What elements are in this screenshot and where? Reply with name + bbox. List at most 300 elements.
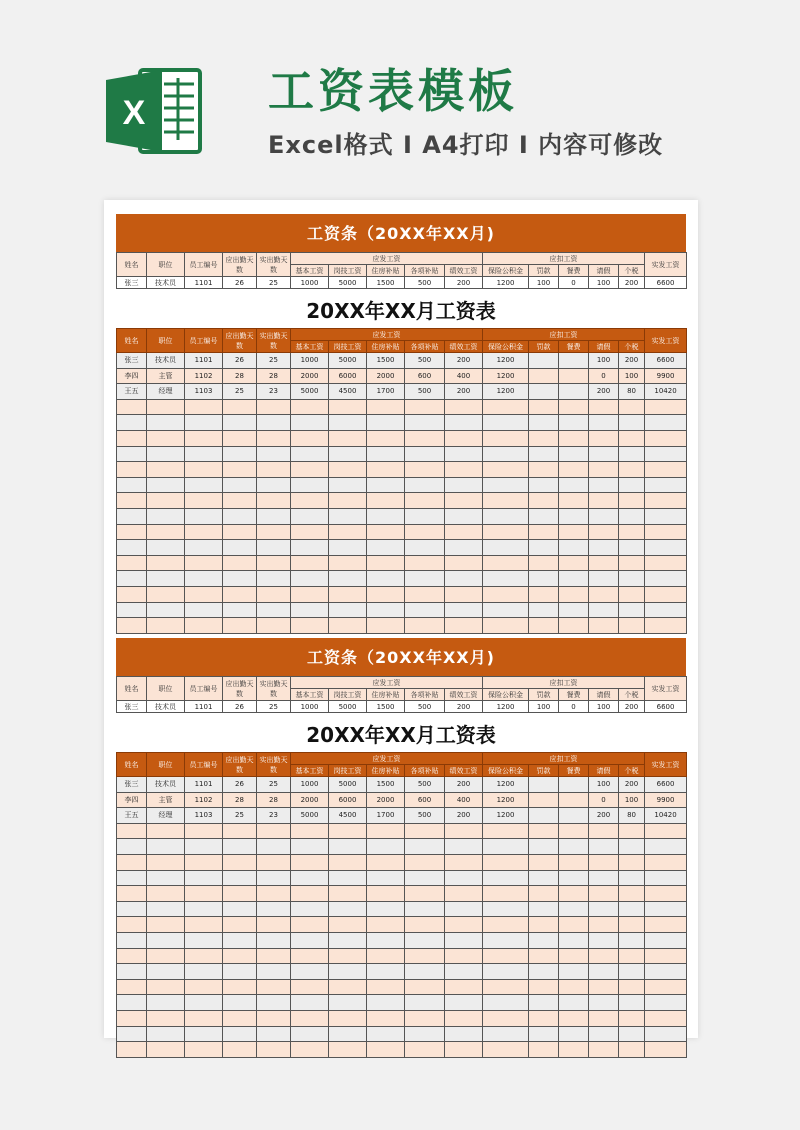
table-cell[interactable]: 5000 — [291, 384, 329, 400]
table-cell[interactable] — [291, 979, 329, 995]
table-cell[interactable] — [367, 1026, 405, 1042]
table-cell[interactable] — [529, 917, 559, 933]
table-cell[interactable] — [329, 823, 367, 839]
table-cell[interactable] — [445, 964, 483, 980]
table-cell[interactable]: 80 — [619, 384, 645, 400]
table-cell[interactable]: 1700 — [367, 808, 405, 824]
table-cell[interactable]: 1200 — [483, 777, 529, 793]
table-cell[interactable]: 2000 — [291, 792, 329, 808]
table-cell[interactable] — [445, 524, 483, 540]
table-cell[interactable] — [257, 508, 291, 524]
table-cell[interactable] — [529, 901, 559, 917]
table-cell[interactable] — [329, 964, 367, 980]
table-cell[interactable] — [483, 854, 529, 870]
table-cell[interactable] — [223, 886, 257, 902]
table-cell[interactable] — [559, 618, 589, 634]
table-cell[interactable] — [619, 586, 645, 602]
table-cell[interactable]: 0 — [589, 368, 619, 384]
table-cell[interactable] — [367, 540, 405, 556]
table-cell[interactable] — [619, 979, 645, 995]
table-cell[interactable] — [257, 870, 291, 886]
table-cell[interactable] — [147, 917, 185, 933]
table-cell[interactable] — [117, 586, 147, 602]
table-cell[interactable] — [529, 571, 559, 587]
table-cell[interactable] — [185, 399, 223, 415]
table-cell[interactable]: 200 — [589, 384, 619, 400]
table-cell[interactable] — [223, 854, 257, 870]
table-cell[interactable] — [483, 508, 529, 524]
table-cell[interactable]: 技术员 — [147, 353, 185, 369]
table-cell[interactable] — [185, 586, 223, 602]
table-cell[interactable] — [619, 477, 645, 493]
table-cell[interactable] — [559, 1010, 589, 1026]
table-cell[interactable] — [367, 446, 405, 462]
table-cell[interactable] — [367, 524, 405, 540]
table-cell[interactable] — [445, 555, 483, 571]
table-cell[interactable] — [291, 886, 329, 902]
table-cell[interactable]: 6600 — [645, 277, 687, 289]
table-cell[interactable]: 10420 — [645, 808, 687, 824]
table-cell[interactable] — [445, 1026, 483, 1042]
table-cell[interactable] — [589, 995, 619, 1011]
table-cell[interactable] — [117, 508, 147, 524]
table-cell[interactable] — [445, 508, 483, 524]
table-cell[interactable]: 23 — [257, 808, 291, 824]
table-cell[interactable] — [445, 1010, 483, 1026]
table-cell[interactable] — [589, 964, 619, 980]
table-cell[interactable]: 26 — [223, 701, 257, 713]
table-cell[interactable] — [367, 555, 405, 571]
table-cell[interactable] — [445, 901, 483, 917]
table-cell[interactable]: 28 — [257, 792, 291, 808]
table-cell[interactable] — [589, 1026, 619, 1042]
table-cell[interactable] — [645, 854, 687, 870]
table-cell[interactable] — [405, 540, 445, 556]
table-cell[interactable]: 200 — [445, 808, 483, 824]
table-cell[interactable] — [185, 917, 223, 933]
table-cell[interactable] — [329, 886, 367, 902]
table-cell[interactable] — [405, 571, 445, 587]
table-cell[interactable] — [329, 586, 367, 602]
table-cell[interactable] — [589, 839, 619, 855]
table-cell[interactable] — [619, 1026, 645, 1042]
table-cell[interactable] — [185, 540, 223, 556]
table-cell[interactable]: 6000 — [329, 792, 367, 808]
table-cell[interactable]: 500 — [405, 701, 445, 713]
table-cell[interactable]: 李四 — [117, 792, 147, 808]
table-cell[interactable] — [257, 399, 291, 415]
table-cell[interactable] — [645, 540, 687, 556]
table-cell[interactable] — [645, 430, 687, 446]
table-cell[interactable] — [291, 399, 329, 415]
table-cell[interactable]: 1101 — [185, 701, 223, 713]
table-cell[interactable]: 9900 — [645, 368, 687, 384]
table-cell[interactable]: 张三 — [117, 277, 147, 289]
table-cell[interactable] — [291, 430, 329, 446]
table-cell[interactable] — [329, 854, 367, 870]
table-cell[interactable]: 0 — [559, 277, 589, 289]
table-cell[interactable] — [483, 462, 529, 478]
table-cell[interactable] — [223, 446, 257, 462]
table-cell[interactable] — [645, 964, 687, 980]
table-cell[interactable] — [117, 415, 147, 431]
table-cell[interactable] — [147, 571, 185, 587]
table-cell[interactable] — [257, 430, 291, 446]
table-cell[interactable] — [483, 1042, 529, 1058]
table-cell[interactable] — [559, 430, 589, 446]
table-cell[interactable] — [619, 571, 645, 587]
table-cell[interactable] — [223, 995, 257, 1011]
table-cell[interactable] — [619, 854, 645, 870]
table-cell[interactable] — [257, 571, 291, 587]
table-cell[interactable] — [559, 399, 589, 415]
table-cell[interactable] — [223, 839, 257, 855]
table-cell[interactable] — [223, 477, 257, 493]
table-cell[interactable] — [559, 808, 589, 824]
table-cell[interactable] — [559, 854, 589, 870]
table-cell[interactable] — [185, 571, 223, 587]
table-cell[interactable] — [589, 870, 619, 886]
table-cell[interactable] — [559, 508, 589, 524]
table-cell[interactable] — [291, 415, 329, 431]
table-cell[interactable]: 技术员 — [147, 277, 185, 289]
table-cell[interactable]: 王五 — [117, 384, 147, 400]
table-cell[interactable]: 1000 — [291, 701, 329, 713]
table-cell[interactable]: 1700 — [367, 384, 405, 400]
table-cell[interactable] — [619, 524, 645, 540]
table-cell[interactable] — [559, 368, 589, 384]
table-cell[interactable] — [185, 508, 223, 524]
table-cell[interactable]: 25 — [223, 808, 257, 824]
table-cell[interactable] — [445, 948, 483, 964]
table-cell[interactable] — [645, 618, 687, 634]
table-cell[interactable] — [445, 571, 483, 587]
table-cell[interactable] — [117, 602, 147, 618]
table-cell[interactable] — [483, 586, 529, 602]
table-cell[interactable] — [645, 493, 687, 509]
table-cell[interactable] — [223, 1010, 257, 1026]
table-cell[interactable] — [117, 430, 147, 446]
table-cell[interactable] — [185, 979, 223, 995]
table-cell[interactable]: 6600 — [645, 353, 687, 369]
table-cell[interactable] — [529, 399, 559, 415]
table-cell[interactable] — [329, 524, 367, 540]
table-cell[interactable] — [589, 1042, 619, 1058]
table-cell[interactable] — [483, 1010, 529, 1026]
table-cell[interactable] — [117, 932, 147, 948]
table-cell[interactable] — [445, 979, 483, 995]
table-cell[interactable] — [185, 618, 223, 634]
table-cell[interactable] — [329, 540, 367, 556]
table-cell[interactable]: 2000 — [291, 368, 329, 384]
table-cell[interactable]: 主管 — [147, 368, 185, 384]
table-cell[interactable] — [483, 823, 529, 839]
table-cell[interactable]: 1500 — [367, 277, 405, 289]
table-cell[interactable] — [405, 493, 445, 509]
table-cell[interactable]: 5000 — [329, 777, 367, 793]
table-cell[interactable] — [483, 493, 529, 509]
table-cell[interactable] — [329, 555, 367, 571]
table-cell[interactable]: 1101 — [185, 353, 223, 369]
table-cell[interactable]: 25 — [257, 777, 291, 793]
table-cell[interactable] — [185, 870, 223, 886]
table-cell[interactable] — [291, 508, 329, 524]
table-cell[interactable]: 28 — [257, 368, 291, 384]
table-cell[interactable]: 1000 — [291, 353, 329, 369]
table-cell[interactable] — [405, 839, 445, 855]
table-cell[interactable]: 200 — [619, 777, 645, 793]
table-cell[interactable] — [619, 964, 645, 980]
table-cell[interactable] — [559, 384, 589, 400]
table-cell[interactable] — [117, 870, 147, 886]
table-cell[interactable] — [117, 555, 147, 571]
table-cell[interactable] — [483, 446, 529, 462]
table-cell[interactable] — [405, 917, 445, 933]
table-cell[interactable] — [483, 917, 529, 933]
table-cell[interactable] — [483, 524, 529, 540]
table-cell[interactable] — [185, 854, 223, 870]
table-cell[interactable] — [405, 477, 445, 493]
table-cell[interactable] — [483, 415, 529, 431]
table-cell[interactable] — [405, 948, 445, 964]
table-cell[interactable] — [445, 415, 483, 431]
table-cell[interactable] — [529, 540, 559, 556]
table-cell[interactable] — [257, 540, 291, 556]
table-cell[interactable] — [329, 618, 367, 634]
table-cell[interactable]: 6600 — [645, 777, 687, 793]
table-cell[interactable] — [223, 540, 257, 556]
table-cell[interactable] — [185, 493, 223, 509]
table-cell[interactable] — [645, 1010, 687, 1026]
table-cell[interactable] — [223, 493, 257, 509]
table-cell[interactable] — [559, 792, 589, 808]
table-cell[interactable] — [117, 1010, 147, 1026]
table-cell[interactable] — [483, 430, 529, 446]
table-cell[interactable]: 500 — [405, 384, 445, 400]
table-cell[interactable] — [529, 777, 559, 793]
table-cell[interactable]: 400 — [445, 368, 483, 384]
table-cell[interactable] — [529, 477, 559, 493]
table-cell[interactable]: 6600 — [645, 701, 687, 713]
table-cell[interactable] — [223, 823, 257, 839]
table-cell[interactable]: 500 — [405, 277, 445, 289]
table-cell[interactable] — [329, 430, 367, 446]
table-cell[interactable] — [559, 571, 589, 587]
table-cell[interactable] — [445, 886, 483, 902]
table-cell[interactable] — [645, 399, 687, 415]
table-cell[interactable] — [645, 1042, 687, 1058]
table-cell[interactable] — [367, 586, 405, 602]
table-cell[interactable]: 1200 — [483, 701, 529, 713]
table-cell[interactable] — [367, 854, 405, 870]
table-cell[interactable] — [589, 901, 619, 917]
table-cell[interactable] — [367, 932, 405, 948]
table-cell[interactable] — [619, 901, 645, 917]
table-cell[interactable] — [147, 901, 185, 917]
table-cell[interactable] — [529, 823, 559, 839]
table-cell[interactable] — [645, 586, 687, 602]
table-cell[interactable] — [291, 917, 329, 933]
table-cell[interactable] — [117, 618, 147, 634]
table-cell[interactable] — [147, 555, 185, 571]
table-cell[interactable] — [257, 964, 291, 980]
table-cell[interactable] — [223, 964, 257, 980]
table-cell[interactable] — [185, 446, 223, 462]
table-cell[interactable] — [589, 540, 619, 556]
table-cell[interactable] — [589, 446, 619, 462]
table-cell[interactable] — [529, 1026, 559, 1042]
table-cell[interactable]: 28 — [223, 368, 257, 384]
table-cell[interactable] — [223, 524, 257, 540]
table-cell[interactable] — [589, 917, 619, 933]
table-cell[interactable] — [445, 462, 483, 478]
table-cell[interactable] — [147, 462, 185, 478]
table-cell[interactable] — [589, 823, 619, 839]
table-cell[interactable] — [257, 586, 291, 602]
table-cell[interactable] — [329, 870, 367, 886]
table-cell[interactable] — [619, 540, 645, 556]
table-cell[interactable] — [529, 508, 559, 524]
table-cell[interactable] — [367, 948, 405, 964]
table-cell[interactable] — [619, 602, 645, 618]
table-cell[interactable] — [223, 462, 257, 478]
table-cell[interactable] — [185, 886, 223, 902]
table-cell[interactable] — [223, 602, 257, 618]
table-cell[interactable] — [619, 1010, 645, 1026]
table-cell[interactable] — [645, 602, 687, 618]
table-cell[interactable] — [223, 948, 257, 964]
table-cell[interactable] — [257, 979, 291, 995]
table-cell[interactable] — [185, 477, 223, 493]
table-cell[interactable]: 4500 — [329, 808, 367, 824]
table-cell[interactable] — [367, 979, 405, 995]
table-cell[interactable] — [619, 995, 645, 1011]
table-cell[interactable]: 1200 — [483, 353, 529, 369]
table-cell[interactable] — [559, 870, 589, 886]
table-cell[interactable]: 5000 — [329, 277, 367, 289]
table-cell[interactable] — [559, 353, 589, 369]
table-cell[interactable] — [559, 477, 589, 493]
table-cell[interactable] — [589, 886, 619, 902]
table-cell[interactable] — [405, 823, 445, 839]
table-cell[interactable] — [291, 493, 329, 509]
table-cell[interactable] — [147, 446, 185, 462]
table-cell[interactable] — [619, 917, 645, 933]
table-cell[interactable] — [291, 854, 329, 870]
table-cell[interactable] — [445, 399, 483, 415]
table-cell[interactable] — [529, 1010, 559, 1026]
table-cell[interactable] — [529, 462, 559, 478]
table-cell[interactable] — [529, 948, 559, 964]
table-cell[interactable] — [257, 948, 291, 964]
table-cell[interactable]: 200 — [445, 777, 483, 793]
table-cell[interactable] — [367, 430, 405, 446]
table-cell[interactable] — [445, 854, 483, 870]
table-cell[interactable] — [619, 555, 645, 571]
table-cell[interactable] — [147, 886, 185, 902]
table-cell[interactable] — [483, 901, 529, 917]
table-cell[interactable] — [367, 415, 405, 431]
table-cell[interactable] — [445, 618, 483, 634]
table-cell[interactable] — [529, 886, 559, 902]
table-cell[interactable] — [483, 948, 529, 964]
table-cell[interactable] — [445, 839, 483, 855]
table-cell[interactable] — [117, 979, 147, 995]
table-cell[interactable] — [619, 462, 645, 478]
table-cell[interactable] — [117, 948, 147, 964]
table-cell[interactable] — [223, 508, 257, 524]
table-cell[interactable] — [185, 948, 223, 964]
table-cell[interactable] — [589, 430, 619, 446]
table-cell[interactable] — [291, 1010, 329, 1026]
table-cell[interactable] — [445, 917, 483, 933]
table-cell[interactable] — [619, 493, 645, 509]
table-cell[interactable] — [117, 493, 147, 509]
table-cell[interactable] — [645, 462, 687, 478]
table-cell[interactable] — [529, 1042, 559, 1058]
table-cell[interactable] — [147, 1042, 185, 1058]
table-cell[interactable] — [147, 823, 185, 839]
table-cell[interactable] — [405, 399, 445, 415]
table-cell[interactable]: 23 — [257, 384, 291, 400]
table-cell[interactable]: 1500 — [367, 701, 405, 713]
table-cell[interactable] — [291, 524, 329, 540]
table-cell[interactable] — [559, 979, 589, 995]
table-cell[interactable] — [329, 602, 367, 618]
table-cell[interactable] — [257, 839, 291, 855]
table-cell[interactable]: 25 — [223, 384, 257, 400]
table-cell[interactable] — [529, 995, 559, 1011]
table-cell[interactable] — [185, 555, 223, 571]
table-cell[interactable]: 600 — [405, 368, 445, 384]
table-cell[interactable]: 1103 — [185, 808, 223, 824]
table-cell[interactable] — [483, 555, 529, 571]
table-cell[interactable] — [483, 886, 529, 902]
table-cell[interactable]: 2000 — [367, 792, 405, 808]
table-cell[interactable] — [223, 586, 257, 602]
table-cell[interactable]: 1200 — [483, 368, 529, 384]
table-cell[interactable] — [405, 886, 445, 902]
table-cell[interactable]: 6000 — [329, 368, 367, 384]
table-cell[interactable] — [223, 979, 257, 995]
table-cell[interactable]: 5000 — [291, 808, 329, 824]
table-cell[interactable] — [257, 917, 291, 933]
table-cell[interactable] — [329, 901, 367, 917]
table-cell[interactable] — [529, 792, 559, 808]
table-cell[interactable] — [483, 964, 529, 980]
table-cell[interactable] — [483, 399, 529, 415]
table-cell[interactable] — [405, 854, 445, 870]
table-cell[interactable] — [329, 839, 367, 855]
table-cell[interactable] — [329, 446, 367, 462]
table-cell[interactable] — [367, 1042, 405, 1058]
table-cell[interactable] — [529, 493, 559, 509]
table-cell[interactable] — [257, 823, 291, 839]
table-cell[interactable] — [645, 995, 687, 1011]
table-cell[interactable] — [645, 886, 687, 902]
table-cell[interactable] — [223, 1042, 257, 1058]
table-cell[interactable]: 25 — [257, 701, 291, 713]
table-cell[interactable] — [559, 493, 589, 509]
table-cell[interactable] — [223, 870, 257, 886]
table-cell[interactable] — [645, 839, 687, 855]
table-cell[interactable]: 500 — [405, 808, 445, 824]
table-cell[interactable]: 5000 — [329, 701, 367, 713]
table-cell[interactable] — [619, 1042, 645, 1058]
table-cell[interactable] — [645, 901, 687, 917]
table-cell[interactable] — [645, 917, 687, 933]
table-cell[interactable] — [529, 368, 559, 384]
